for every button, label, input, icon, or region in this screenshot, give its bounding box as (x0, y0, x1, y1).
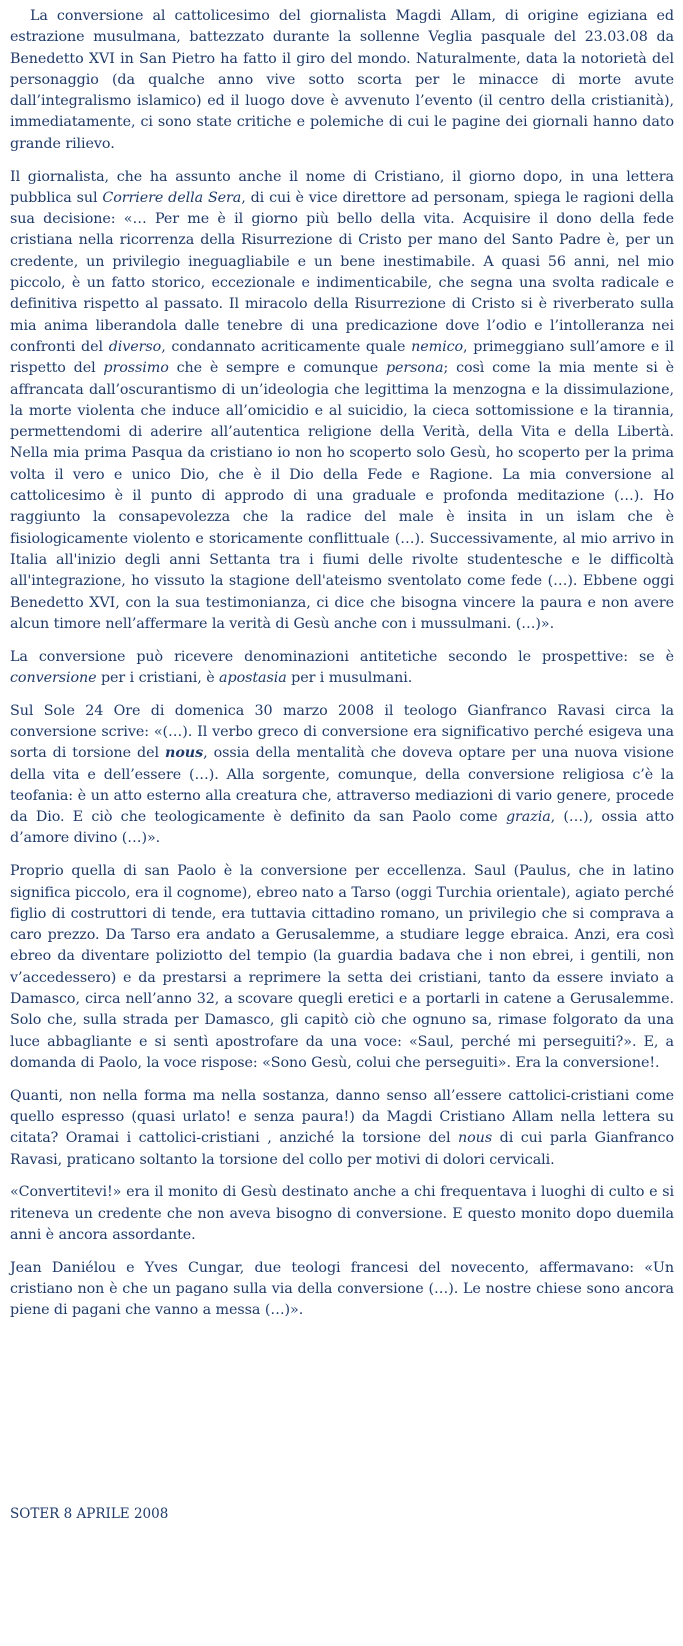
paragraph-2-text-5: che è sempre e comunque (168, 360, 386, 377)
paragraph-8-text: Jean Daniélou e Yves Cungar, due teologi francesi del novecento, affermavano: «Un cristiano non è che un pagano sulla via della conversione (…). Le nostre chiese sono ancora piene di pagani che vanno a messa (…)». (10, 1259, 674, 1319)
paragraph-7 (10, 1182, 674, 1246)
paragraph-4 (10, 701, 674, 850)
emphasis-diverso: diverso (108, 338, 162, 355)
emphasis-prossimo: prossimo (103, 360, 169, 377)
paragraph-3 (10, 647, 674, 690)
paragraph-7-text: «Convertitevi!» era il monito di Gesù destinato anche a chi frequentava i luoghi di culto e si riteneva un credente che non aveva bisogno di conversione. E questo monito dopo duemila anni è ancora assordante. (10, 1184, 674, 1244)
paragraph-6-text-1: Quanti, non nella forma ma nella sostanza, danno senso all’essere cattolici-cristiani come quello espresso (quasi urlato! e senza paura!) da Magdi Cristiano Allam nella lettera su citata? Oramai i cattolici-cristiani , anziché la torsione del (10, 1087, 674, 1147)
paragraph-1 (10, 6, 674, 155)
paragraph-2-text-3: , condannato acriticamente quale (161, 338, 412, 355)
emphasis-nemico: nemico (411, 338, 464, 355)
paragraph-5-text: Proprio quella di san Paolo è la conversione per eccellenza. Saul (Paulus, che in latino significa piccolo, era il cognome), ebreo nato a Tarso (oggi Turchia orientale), agiato perché figlio di costruttori di tende, era tuttavia cittadino romano, un privilegio che si comprava a caro prezzo. Da Tarso era andato a Gerusalemme, a studiare legge ebraica. Anzi, era così ebreo da diventare poliziotto del tempio (la guardia badava che i non ebrei, i gentili, non v’accedessero) e da prestarsi a reprimere la setta dei cristiani, tanto da essere inviato a Damasco, circa nell’anno 32, a scovare quegli eretici e a portarli in catene a Gerusalemme. Solo che, sulla strada per Damasco, gli capitò ciò che ognuno sa, rimase folgorato da una luce abbagliante e si sentì apostrofare da una voce: «Saul, perché mi perseguiti?». E, a domanda di Paolo, la voce rispose: «Sono Gesù, colui che perseguiti». Era la conversione!. (10, 863, 674, 1071)
emphasis-conversione: conversione (10, 669, 97, 686)
paragraph-2-text-4: , primeggiano sull’amore e il rispetto del (10, 338, 674, 377)
paragraph-6-text-2: di cui parla Gianfranco Ravasi, praticano soltanto la torsione del collo per motivi di dolori cervicali. (10, 1130, 675, 1168)
paragraph-3-text-2: per i cristiani, è (96, 669, 220, 686)
emphasis-persona: persona (385, 360, 444, 377)
emphasis-apostasia: apostasia (219, 669, 287, 686)
paragraph-4-text-2: , ossia della mentalità che doveva optare per una nuova visione della vita e dell’essere (…). Alla sorgente, comunque, della conversione religiosa c’è la teofania: è un atto esterno alla creatura che, attraverso mediazioni di vario genere, procede da Dio. E ciò che teologicamente è definito da san Paolo come (10, 745, 674, 826)
newspaper-title: Corriere della Sera (102, 189, 242, 206)
emphasis-nous-bold: nous (165, 745, 204, 762)
paragraph-2 (10, 167, 674, 636)
paragraph-2-text-6: ; così come la mia mente si è affrancata dall’oscurantismo di un’ideologia che legittima la menzogna e la dissimulazione, la morte violenta che induce all’omicidio e al suicidio, la cieca sottomissione e la tirannia, permettendomi di aderire all’autentica religione della Verità, della Vita e della Libertà. Nella mia prima Pasqua da cristiano io non ho scoperto solo Gesù, ho scoperto per la prima volta il vero e unico Dio, che è il Dio della Fede e Ragione. La mia conversione al cattolicesimo è il punto di approdo di una graduale e profonda meditazione (…). Ho raggiunto la consapevolezza che la radice del male è insita in un islam che è fisiologicamente violento e storicamente conflittuale (…). Successivamente, al mio arrivo in Italia all'inizio degli anni Settanta tra i fiumi delle rivolte studentesche e le difficoltà all'integrazione, ho vissuto la stagione dell'ateismo sventolato come fede (…). Ebbene oggi Benedetto XVI, con la sua testimonianza, ci dice che bisogna vincere la paura e non avere alcun timore nell’affermare la verità di Gesù anche con i mussulmani. (…)». (10, 360, 674, 632)
paragraph-6 (10, 1086, 674, 1171)
emphasis-grazia: grazia (505, 809, 551, 826)
paragraph-4-text-1: Sul Sole 24 Ore di domenica 30 marzo 2008 il teologo Gianfranco Ravasi circa la conversione scrive: «(…). Il verbo greco di conversione era significativo perché esigeva una sorta di torsione del (10, 702, 674, 762)
paragraph-5 (10, 861, 674, 1074)
paragraph-1-text: La conversione al cattolicesimo del giornalista Magdi Allam, di origine egiziana ed estrazione musulmana, battezzato durante la sollenne Veglia pasquale del 23.03.08 da Benedetto XVI in San Pietro ha fatto il giro del mondo. Naturalmente, data la notorietà del personaggio (da qualche anno vive sotto scorta per le minacce di morte avute dall’integralismo islamico) ed il luogo dove è avvenuto l’evento (il centro della cristianità), immediatamente, ci sono state critiche e polemiche di cui le pagine dei giornali hanno dato grande rilievo. (10, 8, 674, 152)
paragraph-8 (10, 1258, 674, 1322)
paragraph-2-text-1: Il giornalista, che ha assunto anche il nome di Cristiano, il giorno dopo, in una lettera pubblica sul (10, 168, 674, 206)
paragraph-3-text-3: per i musulmani. (286, 669, 413, 686)
paragraph-3-text-1: La conversione può ricevere denominazioni antitetiche secondo le prospettive: se è (10, 648, 674, 665)
paragraph-2-text-2: , di cui è vice direttore ad personam, spiega le ragioni della sua decisione: «… Per me è il giorno più bello della vita. Acquisire il dono della fede cristiana nella ricorrenza della Risurrezione di Cristo per mano del Santo Padre è, per un credente, un privilegio ineguagliabile e un bene inestimabile. A quasi 56 anni, nel mio piccolo, è un fatto storico, eccezionale e indimenticabile, che segna una svolta radicale e definitiva rispetto al passato. Il miracolo della Risurrezione di Cristo si è riverberato sulla mia anima liberandola dalle tenebre di una predicazione dove l’odio e l’intolleranza nei confronti del (10, 189, 674, 355)
signature-date: SOTER 8 APRILE 2008 (10, 1506, 169, 1522)
paragraph-4-text-3: , (…), ossia atto d’amore divino (…)». (10, 809, 674, 847)
emphasis-nous: nous (458, 1130, 493, 1147)
